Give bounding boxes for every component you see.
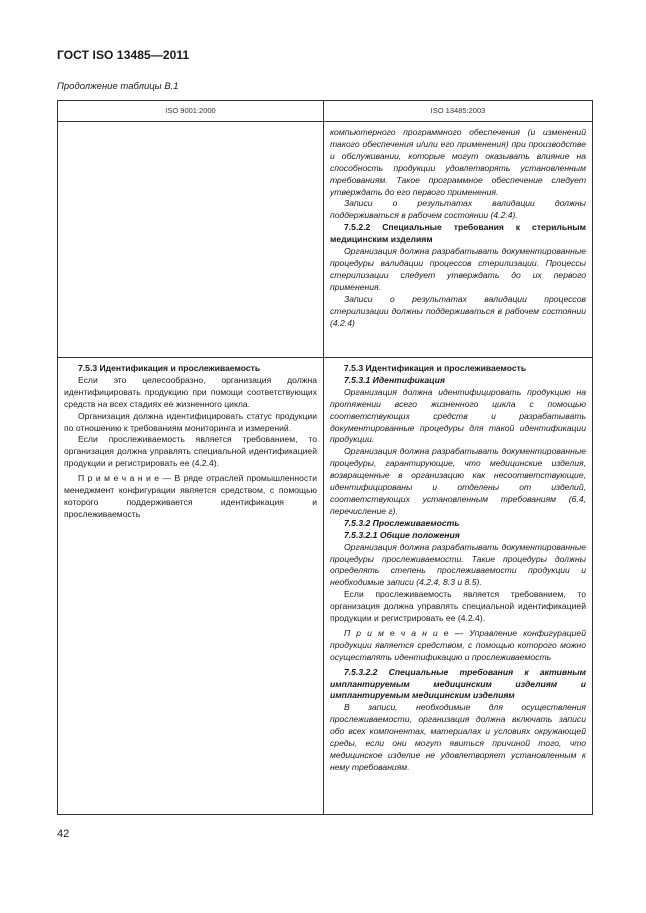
row2-left-cell (64, 363, 317, 521)
paragraph: Если прослеживаемость является требованием, то организация должна управлять специальной идентификацией продукции и регистрировать ее (4.2.4). (64, 434, 317, 469)
paragraph: Организация должна разрабатывать документированные процедуры, гарантирующие, что медицинские изделия, возвращенные в организацию как несоответствующие, идентифицированы и отделены от изделий, соответствующих установленным требованиям (6.4, перечисление г). (330, 446, 586, 516)
column-header-iso9001: ISO 9001:2000 (165, 106, 216, 115)
row-divider (58, 357, 592, 358)
clause-heading: 7.5.3.2.1 Общие положения (344, 529, 460, 540)
clause-heading: 7.5.2.2 Специальные требования к стерильным медицинским изделиям (330, 222, 586, 245)
paragraph: Организация должна разрабатывать документированные процедуры валидации процессов стерилизации. Процессы стерилизации следует утверждать до их первого применения. (330, 246, 586, 292)
clause-heading: 7.5.3 Идентификация и прослеживаемость (344, 363, 527, 373)
paragraph: Организация должна разрабатывать документированные процедуры прослеживаемости. Такие процедуры должны определять степень прослеживаемости продукции и необходимые записи (4.2.4, 8.3 и 8.5). (330, 541, 586, 588)
paragraph: Организация должна идентифицировать статус продукции по отношению к требованиям мониторинга и измерений. (64, 410, 317, 433)
column-header-iso13485: ISO 13485:2003 (430, 106, 486, 115)
header-divider (58, 121, 592, 122)
clause-heading: 7.5.3.2 Прослеживаемость (344, 517, 460, 528)
note: П р и м е ч а н и е — В ряде отраслей промышленности менеджмент конфигурации является средством, с помощью которого поддерживается идентификация и прослеживаемость (64, 473, 317, 519)
page-number: 42 (57, 828, 70, 840)
clause-heading: 7.5.3.2.2 Специальные требования к активным имплантируемым медицинским изделиям и имплантируемым медицинским изделиям (330, 666, 586, 701)
table-caption: Продолжение таблицы В.1 (57, 81, 179, 92)
row2-right-cell (330, 363, 586, 774)
paragraph: компьютерного программного обеспечения (и изменений такого обеспечения и/или его применения) при производстве и обслуживании, которые могут оказывать влияние на способность продукции удовлетворять установленным требованиям. Такое программное обеспечение следует утверждать до его первого применения. (330, 127, 586, 197)
comparison-table (57, 100, 593, 815)
note: П р и м е ч а н и е — Управление конфигурацией продукции является средством, с помощью которого можно осуществлять идентификацию и прослеживаемость (330, 627, 586, 662)
row1-right-cell (330, 127, 586, 329)
paragraph: Записи о результатах валидации должны поддерживаться в рабочем состоянии (4.2.4). (330, 198, 586, 221)
paragraph: Если это целесообразно, организация должна идентифицировать продукцию при помощи соответствующих средств на всех стадиях ее жизненного цикла. (64, 374, 317, 409)
paragraph: Записи о результатах валидации процессов стерилизации должны поддерживаться в рабочем состоянии (4.2.4) (330, 293, 586, 328)
paragraph: Если прослеживаемость является требованием, то организация должна управлять специальной идентификацией продукции и регистрировать ее (4.2.4). (330, 589, 586, 624)
column-divider (323, 101, 324, 814)
paragraph: В записи, необходимые для осуществления прослеживаемости, организация должна включать записи обо всех компонентах, материалах и условиях окружающей среды, если они могут явиться причиной того, что медицинское изделие не удовлетворяет установленным к нему требованиям. (330, 702, 586, 772)
paragraph: Организация должна идентифицировать продукцию на протяжении всего жизненного цикла с помощью соответствующих средств и разрабатывать документированные процедуры для такой идентификации продукции. (330, 386, 586, 445)
clause-heading: 7.5.3.1 Идентификация (344, 374, 445, 385)
document-header: ГОСТ ISO 13485—2011 (57, 48, 190, 62)
clause-heading: 7.5.3 Идентификация и прослеживаемость (78, 363, 261, 373)
